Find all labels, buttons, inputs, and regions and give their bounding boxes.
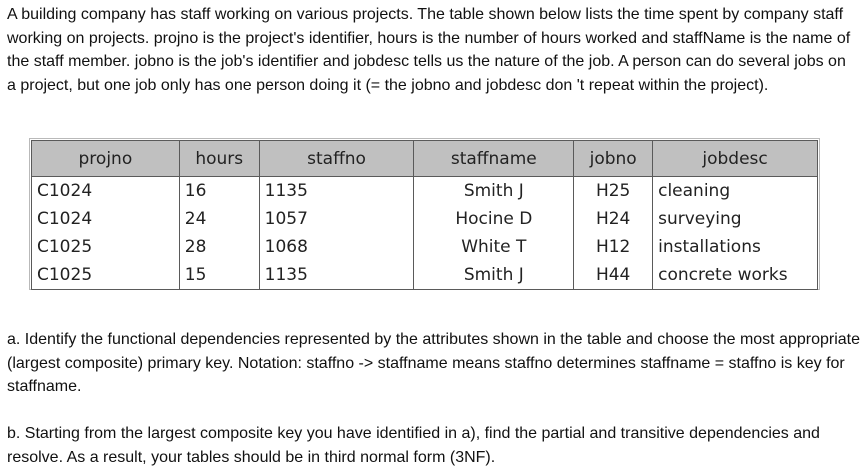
header-hours: hours — [179, 141, 259, 177]
cell-hours: 28 — [179, 233, 259, 261]
intro-paragraph: A building company has staff working on various projects. The table shown below lists the time spent by company staff working on projects. projno is the project's identifier, hours is the number of hours worked and staffName is the name of the staff member. jobno is the job's identifier and jobdesc tells us the nature of the job. A person can do several jobs on a project, but one job only has one person doing it (= the jobno and jobdesc don 't repeat within the project). — [7, 6, 851, 94]
cell-jobdesc: cleaning — [653, 177, 818, 206]
cell-staffno: 1135 — [259, 261, 414, 290]
header-jobno: jobno — [574, 141, 653, 177]
table-header-row — [32, 141, 818, 177]
cell-staffname: White T — [414, 233, 574, 261]
cell-staffname: Smith J — [414, 177, 574, 206]
header-projno: projno — [32, 141, 180, 177]
cell-hours: 24 — [179, 205, 259, 233]
cell-hours: 16 — [179, 177, 259, 206]
cell-projno: C1025 — [32, 233, 180, 261]
cell-jobdesc: surveying — [653, 205, 818, 233]
staff-projects-table — [31, 140, 818, 290]
cell-staffno: 1135 — [259, 177, 414, 206]
cell-staffname: Smith J — [414, 261, 574, 290]
cell-jobdesc: installations — [653, 233, 818, 261]
table-row — [32, 205, 818, 233]
question-a: a. Identify the functional dependencies represented by the attributes shown in the table and choose the most appropriate (largest composite) primary key. Notation: staffno -> staffname means staffno determines staffname = staffno is key for staffname. — [7, 331, 861, 395]
cell-projno: C1024 — [32, 205, 180, 233]
header-jobdesc: jobdesc — [653, 141, 818, 177]
question-b: b. Starting from the largest composite key you have identified in a), find the partial and transitive dependencies and resolve. As a result, your tables should be in third normal form (3NF). — [7, 425, 820, 466]
cell-staffno: 1068 — [259, 233, 414, 261]
cell-projno: C1024 — [32, 177, 180, 206]
cell-hours: 15 — [179, 261, 259, 290]
table-row — [32, 177, 818, 206]
cell-jobno: H25 — [574, 177, 653, 206]
staff-projects-table-frame — [29, 138, 820, 290]
cell-jobno: H44 — [574, 261, 653, 290]
cell-jobdesc: concrete works — [653, 261, 818, 290]
cell-projno: C1025 — [32, 261, 180, 290]
header-staffname: staffname — [414, 141, 574, 177]
cell-jobno: H12 — [574, 233, 653, 261]
cell-staffno: 1057 — [259, 205, 414, 233]
cell-staffname: Hocine D — [414, 205, 574, 233]
cell-jobno: H24 — [574, 205, 653, 233]
header-staffno: staffno — [259, 141, 414, 177]
table-row — [32, 261, 818, 290]
table-row — [32, 233, 818, 261]
